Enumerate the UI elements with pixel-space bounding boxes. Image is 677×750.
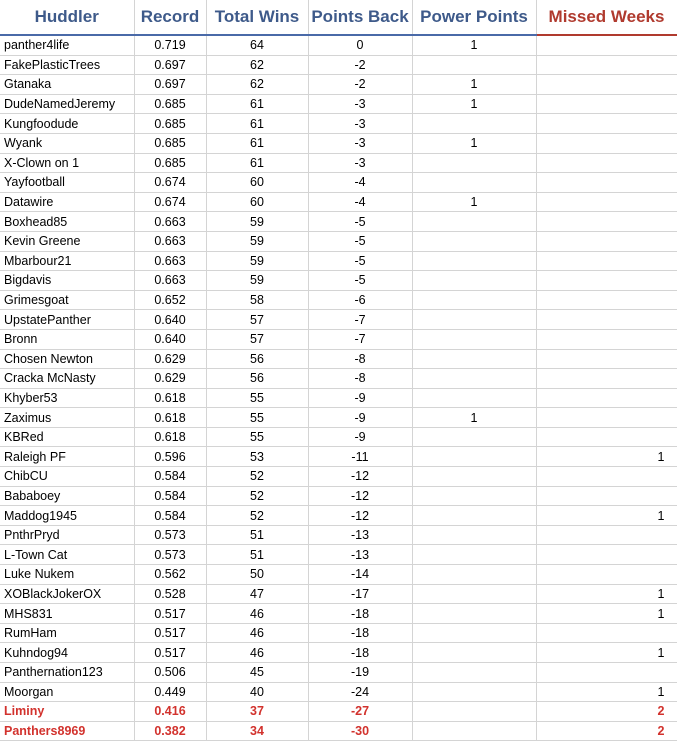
table-row: [0, 506, 677, 526]
cell-points-back[interactable]: -7: [308, 329, 412, 349]
cell-record[interactable]: 0.640: [134, 310, 206, 330]
cell-record[interactable]: 0.506: [134, 663, 206, 683]
cell-huddler[interactable]: KBRed: [0, 427, 134, 447]
cell-record[interactable]: 0.618: [134, 408, 206, 428]
cell-total-wins[interactable]: 51: [206, 545, 308, 565]
cell-total-wins[interactable]: 34: [206, 721, 308, 741]
cell-points-back[interactable]: -24: [308, 682, 412, 702]
cell-record[interactable]: 0.596: [134, 447, 206, 467]
cell-points-back[interactable]: -9: [308, 408, 412, 428]
cell-record[interactable]: 0.685: [134, 153, 206, 173]
cell-huddler[interactable]: Kevin Greene: [0, 231, 134, 251]
cell-record[interactable]: 0.685: [134, 94, 206, 114]
cell-missed-weeks[interactable]: 1: [536, 447, 677, 467]
cell-power-points[interactable]: [412, 349, 536, 369]
cell-missed-weeks[interactable]: [536, 133, 677, 153]
cell-missed-weeks[interactable]: [536, 173, 677, 193]
cell-total-wins[interactable]: 59: [206, 251, 308, 271]
cell-power-points[interactable]: [412, 447, 536, 467]
cell-record[interactable]: 0.517: [134, 643, 206, 663]
cell-missed-weeks[interactable]: [536, 231, 677, 251]
cell-power-points[interactable]: [412, 663, 536, 683]
cell-points-back[interactable]: -18: [308, 643, 412, 663]
table-row: [0, 310, 677, 330]
cell-total-wins[interactable]: 55: [206, 388, 308, 408]
cell-huddler[interactable]: Maddog1945: [0, 506, 134, 526]
cell-huddler[interactable]: Mbarbour21: [0, 251, 134, 271]
table-row: [0, 545, 677, 565]
table-row: [0, 584, 677, 604]
cell-huddler[interactable]: UpstatePanther: [0, 310, 134, 330]
cell-huddler[interactable]: Panthernation123: [0, 663, 134, 683]
table-row: [0, 388, 677, 408]
cell-total-wins[interactable]: 37: [206, 702, 308, 722]
cell-power-points[interactable]: 1: [412, 75, 536, 95]
cell-missed-weeks[interactable]: [536, 271, 677, 291]
cell-points-back[interactable]: -9: [308, 427, 412, 447]
cell-record[interactable]: 0.584: [134, 467, 206, 487]
cell-huddler[interactable]: X-Clown on 1: [0, 153, 134, 173]
cell-power-points[interactable]: [412, 721, 536, 741]
cell-record[interactable]: 0.629: [134, 349, 206, 369]
cell-huddler[interactable]: Wyank: [0, 133, 134, 153]
cell-record[interactable]: 0.528: [134, 584, 206, 604]
cell-points-back[interactable]: -5: [308, 271, 412, 291]
table-row: [0, 604, 677, 624]
cell-points-back[interactable]: -3: [308, 114, 412, 134]
table-row: [0, 369, 677, 389]
table-row: [0, 525, 677, 545]
cell-power-points[interactable]: [412, 427, 536, 447]
cell-record[interactable]: 0.674: [134, 192, 206, 212]
cell-missed-weeks[interactable]: 1: [536, 584, 677, 604]
cell-missed-weeks[interactable]: [536, 486, 677, 506]
table-row: [0, 55, 677, 75]
cell-huddler[interactable]: Zaximus: [0, 408, 134, 428]
cell-huddler[interactable]: Bronn: [0, 329, 134, 349]
cell-power-points[interactable]: [412, 467, 536, 487]
cell-power-points[interactable]: [412, 604, 536, 624]
cell-record[interactable]: 0.685: [134, 114, 206, 134]
cell-points-back[interactable]: -11: [308, 447, 412, 467]
cell-missed-weeks[interactable]: [536, 349, 677, 369]
cell-record[interactable]: 0.674: [134, 173, 206, 193]
cell-huddler[interactable]: Bigdavis: [0, 271, 134, 291]
cell-huddler[interactable]: MHS831: [0, 604, 134, 624]
cell-power-points[interactable]: [412, 271, 536, 291]
cell-record[interactable]: 0.652: [134, 290, 206, 310]
cell-missed-weeks[interactable]: [536, 251, 677, 271]
cell-points-back[interactable]: -8: [308, 349, 412, 369]
cell-huddler[interactable]: Boxhead85: [0, 212, 134, 232]
header-power-points[interactable]: Power Points: [412, 0, 536, 35]
cell-missed-weeks[interactable]: [536, 623, 677, 643]
cell-huddler[interactable]: Raleigh PF: [0, 447, 134, 467]
cell-points-back[interactable]: -2: [308, 75, 412, 95]
cell-points-back[interactable]: 0: [308, 35, 412, 55]
cell-points-back[interactable]: -8: [308, 369, 412, 389]
cell-points-back[interactable]: -4: [308, 173, 412, 193]
cell-record[interactable]: 0.517: [134, 623, 206, 643]
cell-total-wins[interactable]: 52: [206, 486, 308, 506]
table-row: [0, 35, 677, 55]
table-row: [0, 75, 677, 95]
cell-record[interactable]: 0.663: [134, 271, 206, 291]
cell-missed-weeks[interactable]: [536, 290, 677, 310]
table-row: [0, 133, 677, 153]
cell-points-back[interactable]: -3: [308, 133, 412, 153]
cell-huddler[interactable]: Cracka McNasty: [0, 369, 134, 389]
cell-points-back[interactable]: -5: [308, 251, 412, 271]
table-row: [0, 329, 677, 349]
cell-record[interactable]: 0.663: [134, 231, 206, 251]
cell-points-back[interactable]: -12: [308, 486, 412, 506]
header-points-back[interactable]: Points Back: [308, 0, 412, 35]
cell-missed-weeks[interactable]: 2: [536, 702, 677, 722]
cell-huddler[interactable]: Datawire: [0, 192, 134, 212]
table-row: [0, 721, 677, 741]
cell-power-points[interactable]: [412, 153, 536, 173]
cell-record[interactable]: 0.697: [134, 55, 206, 75]
cell-total-wins[interactable]: 61: [206, 153, 308, 173]
cell-missed-weeks[interactable]: 1: [536, 682, 677, 702]
cell-total-wins[interactable]: 61: [206, 94, 308, 114]
cell-power-points[interactable]: [412, 114, 536, 134]
cell-missed-weeks[interactable]: [536, 525, 677, 545]
cell-record[interactable]: 0.416: [134, 702, 206, 722]
cell-missed-weeks[interactable]: [536, 212, 677, 232]
cell-missed-weeks[interactable]: 1: [536, 604, 677, 624]
cell-record[interactable]: 0.629: [134, 369, 206, 389]
cell-total-wins[interactable]: 62: [206, 55, 308, 75]
cell-power-points[interactable]: [412, 212, 536, 232]
cell-power-points[interactable]: [412, 506, 536, 526]
cell-total-wins[interactable]: 52: [206, 506, 308, 526]
cell-missed-weeks[interactable]: [536, 408, 677, 428]
cell-total-wins[interactable]: 40: [206, 682, 308, 702]
cell-missed-weeks[interactable]: [536, 545, 677, 565]
table-row: [0, 212, 677, 232]
cell-power-points[interactable]: 1: [412, 94, 536, 114]
cell-points-back[interactable]: -4: [308, 192, 412, 212]
header-record[interactable]: Record: [134, 0, 206, 35]
cell-total-wins[interactable]: 61: [206, 133, 308, 153]
cell-huddler[interactable]: ChibCU: [0, 467, 134, 487]
table-row: [0, 663, 677, 683]
table-row: [0, 408, 677, 428]
cell-record[interactable]: 0.663: [134, 212, 206, 232]
cell-record[interactable]: 0.382: [134, 721, 206, 741]
table-row: [0, 271, 677, 291]
cell-total-wins[interactable]: 64: [206, 35, 308, 55]
cell-huddler[interactable]: DudeNamedJeremy: [0, 94, 134, 114]
cell-missed-weeks[interactable]: [536, 388, 677, 408]
table-row: [0, 467, 677, 487]
table-row: [0, 251, 677, 271]
cell-power-points[interactable]: [412, 369, 536, 389]
cell-power-points[interactable]: [412, 329, 536, 349]
cell-power-points[interactable]: [412, 486, 536, 506]
cell-record[interactable]: 0.573: [134, 525, 206, 545]
cell-points-back[interactable]: -5: [308, 212, 412, 232]
cell-missed-weeks[interactable]: [536, 663, 677, 683]
table-row: [0, 173, 677, 193]
cell-total-wins[interactable]: 56: [206, 349, 308, 369]
table-row: [0, 623, 677, 643]
cell-points-back[interactable]: -27: [308, 702, 412, 722]
cell-huddler[interactable]: Liminy: [0, 702, 134, 722]
cell-power-points[interactable]: 1: [412, 408, 536, 428]
table-row: [0, 290, 677, 310]
cell-points-back[interactable]: -12: [308, 467, 412, 487]
cell-record[interactable]: 0.584: [134, 506, 206, 526]
cell-huddler[interactable]: Kungfoodude: [0, 114, 134, 134]
cell-total-wins[interactable]: 55: [206, 408, 308, 428]
cell-power-points[interactable]: [412, 584, 536, 604]
cell-missed-weeks[interactable]: [536, 427, 677, 447]
cell-missed-weeks[interactable]: [536, 467, 677, 487]
cell-power-points[interactable]: [412, 525, 536, 545]
cell-total-wins[interactable]: 58: [206, 290, 308, 310]
cell-total-wins[interactable]: 60: [206, 173, 308, 193]
table-row: [0, 643, 677, 663]
cell-total-wins[interactable]: 60: [206, 192, 308, 212]
cell-power-points[interactable]: 1: [412, 133, 536, 153]
cell-huddler[interactable]: Bababoey: [0, 486, 134, 506]
cell-power-points[interactable]: [412, 231, 536, 251]
cell-power-points[interactable]: [412, 545, 536, 565]
cell-power-points[interactable]: [412, 643, 536, 663]
table-row: [0, 114, 677, 134]
cell-record[interactable]: 0.584: [134, 486, 206, 506]
table-row: [0, 231, 677, 251]
cell-power-points[interactable]: [412, 565, 536, 585]
cell-points-back[interactable]: -13: [308, 525, 412, 545]
cell-power-points[interactable]: [412, 388, 536, 408]
cell-total-wins[interactable]: 50: [206, 565, 308, 585]
cell-total-wins[interactable]: 59: [206, 271, 308, 291]
cell-missed-weeks[interactable]: [536, 114, 677, 134]
table-row: [0, 682, 677, 702]
cell-record[interactable]: 0.663: [134, 251, 206, 271]
cell-huddler[interactable]: panther4life: [0, 35, 134, 55]
cell-huddler[interactable]: XOBlackJokerOX: [0, 584, 134, 604]
cell-total-wins[interactable]: 46: [206, 643, 308, 663]
cell-power-points[interactable]: [412, 55, 536, 75]
cell-huddler[interactable]: PnthrPryd: [0, 525, 134, 545]
cell-missed-weeks[interactable]: [536, 35, 677, 55]
table-row: [0, 153, 677, 173]
cell-huddler[interactable]: RumHam: [0, 623, 134, 643]
table-row: [0, 94, 677, 114]
cell-power-points[interactable]: 1: [412, 35, 536, 55]
cell-missed-weeks[interactable]: [536, 94, 677, 114]
cell-points-back[interactable]: -17: [308, 584, 412, 604]
cell-power-points[interactable]: [412, 173, 536, 193]
cell-record[interactable]: 0.618: [134, 427, 206, 447]
cell-missed-weeks[interactable]: [536, 565, 677, 585]
cell-record[interactable]: 0.640: [134, 329, 206, 349]
table-row: [0, 565, 677, 585]
cell-huddler[interactable]: Panthers8969: [0, 721, 134, 741]
cell-total-wins[interactable]: 46: [206, 623, 308, 643]
cell-points-back[interactable]: -18: [308, 604, 412, 624]
cell-missed-weeks[interactable]: [536, 75, 677, 95]
cell-total-wins[interactable]: 46: [206, 604, 308, 624]
cell-points-back[interactable]: -13: [308, 545, 412, 565]
cell-total-wins[interactable]: 59: [206, 231, 308, 251]
cell-missed-weeks[interactable]: [536, 153, 677, 173]
cell-record[interactable]: 0.517: [134, 604, 206, 624]
cell-missed-weeks[interactable]: [536, 310, 677, 330]
cell-power-points[interactable]: [412, 702, 536, 722]
cell-record[interactable]: 0.719: [134, 35, 206, 55]
cell-power-points[interactable]: [412, 251, 536, 271]
cell-huddler[interactable]: Chosen Newton: [0, 349, 134, 369]
cell-total-wins[interactable]: 61: [206, 114, 308, 134]
cell-power-points[interactable]: [412, 682, 536, 702]
cell-missed-weeks[interactable]: 1: [536, 506, 677, 526]
cell-total-wins[interactable]: 52: [206, 467, 308, 487]
cell-huddler[interactable]: Yayfootball: [0, 173, 134, 193]
table-row: [0, 447, 677, 467]
cell-total-wins[interactable]: 59: [206, 212, 308, 232]
cell-missed-weeks[interactable]: [536, 329, 677, 349]
cell-power-points[interactable]: [412, 290, 536, 310]
table-row: [0, 486, 677, 506]
header-total-wins[interactable]: Total Wins: [206, 0, 308, 35]
cell-points-back[interactable]: -12: [308, 506, 412, 526]
cell-missed-weeks[interactable]: [536, 55, 677, 75]
cell-points-back[interactable]: -14: [308, 565, 412, 585]
cell-points-back[interactable]: -7: [308, 310, 412, 330]
cell-points-back[interactable]: -3: [308, 94, 412, 114]
cell-total-wins[interactable]: 51: [206, 525, 308, 545]
cell-power-points[interactable]: 1: [412, 192, 536, 212]
table-row: [0, 702, 677, 722]
cell-missed-weeks[interactable]: [536, 369, 677, 389]
cell-power-points[interactable]: [412, 623, 536, 643]
cell-missed-weeks[interactable]: 2: [536, 721, 677, 741]
cell-points-back[interactable]: -18: [308, 623, 412, 643]
cell-points-back[interactable]: -2: [308, 55, 412, 75]
cell-record[interactable]: 0.618: [134, 388, 206, 408]
header-huddler[interactable]: Huddler: [0, 0, 134, 35]
table-row: [0, 427, 677, 447]
cell-huddler[interactable]: Luke Nukem: [0, 565, 134, 585]
cell-missed-weeks[interactable]: 1: [536, 643, 677, 663]
cell-power-points[interactable]: [412, 310, 536, 330]
cell-huddler[interactable]: Khyber53: [0, 388, 134, 408]
cell-points-back[interactable]: -30: [308, 721, 412, 741]
cell-huddler[interactable]: Grimesgoat: [0, 290, 134, 310]
cell-total-wins[interactable]: 53: [206, 447, 308, 467]
cell-huddler[interactable]: L-Town Cat: [0, 545, 134, 565]
cell-total-wins[interactable]: 62: [206, 75, 308, 95]
cell-huddler[interactable]: Moorgan: [0, 682, 134, 702]
cell-total-wins[interactable]: 47: [206, 584, 308, 604]
cell-record[interactable]: 0.685: [134, 133, 206, 153]
cell-points-back[interactable]: -3: [308, 153, 412, 173]
cell-record[interactable]: 0.697: [134, 75, 206, 95]
header-row: [0, 0, 677, 35]
cell-total-wins[interactable]: 56: [206, 369, 308, 389]
cell-points-back[interactable]: -9: [308, 388, 412, 408]
table-row: [0, 192, 677, 212]
cell-total-wins[interactable]: 55: [206, 427, 308, 447]
table-row: [0, 349, 677, 369]
cell-missed-weeks[interactable]: [536, 192, 677, 212]
header-missed-weeks[interactable]: Missed Weeks: [536, 0, 677, 35]
cell-points-back[interactable]: -19: [308, 663, 412, 683]
cell-total-wins[interactable]: 45: [206, 663, 308, 683]
cell-huddler[interactable]: Kuhndog94: [0, 643, 134, 663]
cell-points-back[interactable]: -5: [308, 231, 412, 251]
cell-huddler[interactable]: Gtanaka: [0, 75, 134, 95]
cell-total-wins[interactable]: 57: [206, 329, 308, 349]
cell-record[interactable]: 0.562: [134, 565, 206, 585]
cell-record[interactable]: 0.573: [134, 545, 206, 565]
cell-points-back[interactable]: -6: [308, 290, 412, 310]
cell-record[interactable]: 0.449: [134, 682, 206, 702]
cell-huddler[interactable]: FakePlasticTrees: [0, 55, 134, 75]
cell-total-wins[interactable]: 57: [206, 310, 308, 330]
